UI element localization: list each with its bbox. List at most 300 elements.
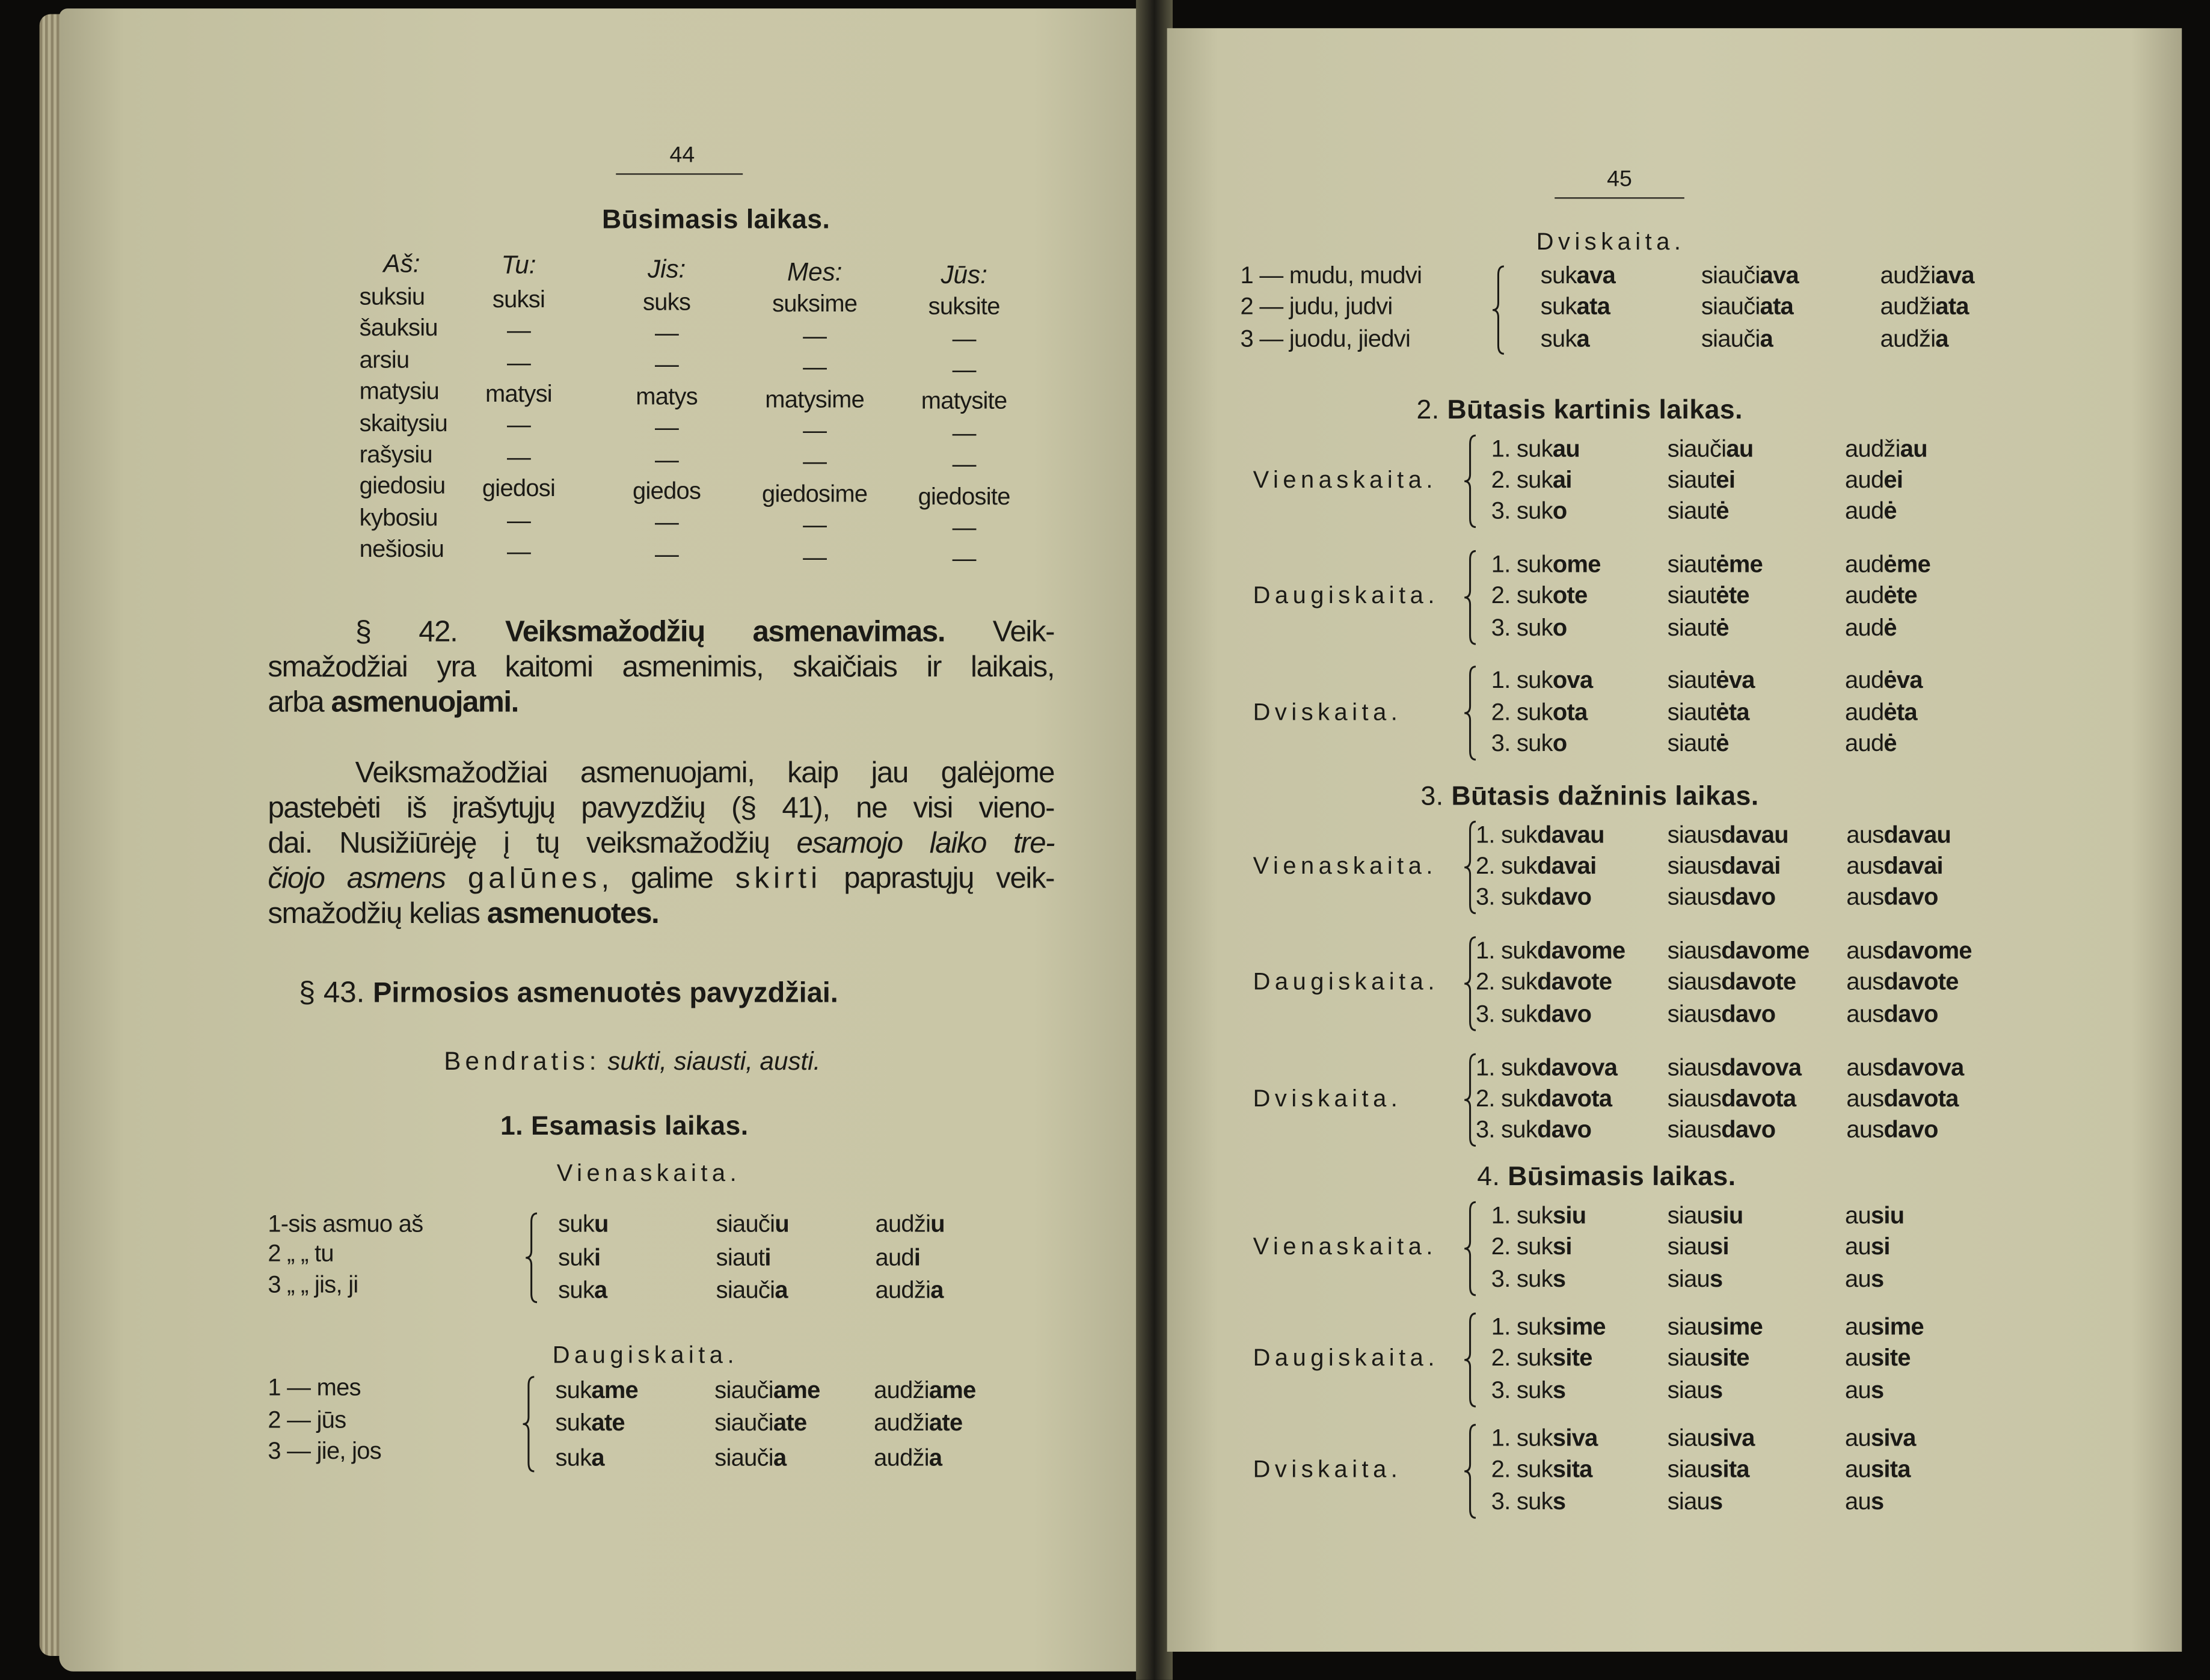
verb-form <box>1701 292 1793 323</box>
verb-form <box>1491 434 1580 465</box>
verb-ending: o <box>1552 614 1567 642</box>
table-cell: — <box>803 417 827 444</box>
verb-stem: aud <box>1845 614 1884 642</box>
person-label: 1 — mudu, mudvi <box>1240 262 1422 289</box>
verb-stem: siauči <box>1701 325 1760 352</box>
verb-ending: ėme <box>1716 551 1763 578</box>
verb-ending: s <box>1552 1376 1566 1404</box>
table-cell: — <box>952 545 976 573</box>
verb-ending: si <box>1552 1233 1572 1260</box>
row-number: 1. <box>1491 1313 1511 1340</box>
verb-stem: siauči <box>716 1277 775 1304</box>
verb-ending: s <box>1552 1265 1566 1293</box>
verb-ending: davote <box>1721 968 1796 995</box>
verb-form <box>1668 820 1788 851</box>
verb-form <box>1668 999 1776 1031</box>
text-segment: Veiksmažodžių asmenavimas. <box>505 616 945 649</box>
section-number: 4. <box>1477 1162 1500 1192</box>
verb-stem: siau <box>1667 1202 1710 1229</box>
row-number: 3. <box>1475 883 1495 911</box>
verb-form <box>1491 697 1588 729</box>
person-label: 3 — juodu, jiedvi <box>1240 325 1411 352</box>
verb-stem: suk <box>1501 821 1538 848</box>
tense-title <box>1417 396 1743 428</box>
verb-form <box>1491 581 1588 612</box>
table-cell-first-person: šauksiu <box>359 314 438 342</box>
verb-form <box>1846 936 1972 967</box>
verb-form <box>1845 1376 1883 1407</box>
verb-ending: au <box>1726 435 1754 462</box>
verb-ending: davai <box>1721 852 1781 880</box>
row-number: 3. <box>1491 614 1511 642</box>
verb-stem: siauči <box>1667 435 1727 462</box>
verb-stem: suk <box>1516 497 1553 524</box>
verb-stem: suk <box>1516 1344 1553 1372</box>
brace-icon <box>1463 1423 1480 1519</box>
table-cell: — <box>655 320 679 347</box>
verb-stem: siauči <box>714 1444 773 1471</box>
table-cell: matysi <box>485 380 552 408</box>
verb-stem: suk <box>555 1409 592 1436</box>
verb-ending: i <box>594 1244 601 1272</box>
verb-form <box>1476 820 1604 851</box>
verb-form <box>714 1376 820 1407</box>
text-segment: galūnes <box>467 862 601 895</box>
verb-ending: siu <box>1552 1202 1586 1229</box>
section-heading: Esamasis laikas. <box>530 1112 749 1142</box>
verb-ending: s <box>1710 1488 1723 1515</box>
person-label: 3 „ „ jis, ji <box>268 1271 358 1298</box>
verb-ending: a <box>591 1444 604 1471</box>
verb-form <box>1668 851 1781 883</box>
verb-ending: ame <box>929 1376 976 1404</box>
table-cell-first-person: matysiu <box>359 378 440 405</box>
verb-ending: ata <box>1935 293 1969 320</box>
section-heading: Pirmosios asmenuotės pavyzdžiai. <box>373 978 838 1010</box>
table-cell: — <box>506 412 531 439</box>
verb-ending: davo <box>1537 883 1592 911</box>
verb-stem: aud <box>1845 699 1884 726</box>
verb-stem: suk <box>558 1210 595 1237</box>
text-segment: paprastųjų veik- <box>821 862 1055 895</box>
verb-form <box>1668 1376 1723 1407</box>
verb-form <box>1491 1264 1566 1295</box>
verb-form <box>1846 999 1938 1031</box>
verb-stem: aud <box>1845 666 1884 694</box>
verb-ending: ova <box>1552 666 1593 694</box>
verb-form <box>1668 613 1729 645</box>
column-header: Aš: <box>383 249 420 278</box>
verb-form <box>874 1408 962 1439</box>
verb-stem: au <box>1845 1265 1871 1293</box>
table-cell: — <box>655 351 679 379</box>
verb-ending: davo <box>1721 1001 1776 1028</box>
verb-ending: siva <box>1710 1424 1755 1452</box>
verb-stem: aus <box>1846 852 1884 880</box>
verb-stem: audži <box>874 1376 929 1404</box>
verb-stem: suk <box>558 1277 595 1304</box>
verb-ending: i <box>764 1244 771 1272</box>
text-segment: asmenuotes. <box>487 898 659 930</box>
verb-stem: siau <box>1667 1344 1710 1372</box>
verb-form <box>1668 936 1809 967</box>
table-cell: — <box>506 317 531 345</box>
number-label: Dviskaita. <box>1253 1085 1402 1112</box>
verb-form <box>1846 851 1943 883</box>
table-cell: — <box>952 514 976 542</box>
verb-form <box>874 1443 942 1474</box>
page-number-rule <box>616 173 743 174</box>
verb-form <box>1668 967 1796 998</box>
section-heading: Būtasis kartinis laikas. <box>1447 396 1743 426</box>
table-cell-first-person: nešiosiu <box>359 536 444 563</box>
verb-ending: ei <box>1716 466 1736 494</box>
verb-form <box>1845 1455 1911 1486</box>
verb-stem: siaus <box>1667 883 1722 911</box>
verb-form <box>1491 1201 1586 1232</box>
table-cell: — <box>506 443 531 471</box>
verb-form <box>1880 292 1969 323</box>
verb-stem: audži <box>1880 293 1936 320</box>
number-label: Dviskaita. <box>1253 699 1402 726</box>
present-tense-title <box>500 1112 749 1143</box>
verb-ending: ė <box>1716 614 1729 642</box>
verb-ending: ei <box>1883 466 1903 494</box>
verb-ending: ėte <box>1716 581 1749 609</box>
verb-form <box>1668 1487 1723 1518</box>
verb-ending: davova <box>1537 1054 1618 1081</box>
verb-stem: aud <box>1845 730 1884 757</box>
verb-stem: aud <box>1845 581 1884 609</box>
verb-ending: ė <box>1883 614 1897 642</box>
verb-stem: siau <box>1667 1313 1710 1340</box>
tense-title <box>1477 1163 1736 1194</box>
verb-ending: davo <box>1721 1116 1776 1143</box>
text-segment: § 42. <box>355 616 505 649</box>
verb-stem: siauči <box>1701 293 1760 320</box>
verb-stem: siauči <box>1701 262 1760 289</box>
verb-ending: o <box>1552 730 1567 757</box>
row-number: 2. <box>1491 466 1511 494</box>
section-number: 2. <box>1416 396 1440 426</box>
verb-form <box>1845 1264 1883 1295</box>
verb-stem: audži <box>1880 262 1936 289</box>
verb-ending: siu <box>1870 1202 1905 1229</box>
row-number: 2. <box>1475 1085 1495 1112</box>
verb-form <box>555 1408 624 1439</box>
verb-stem: aud <box>1845 551 1884 578</box>
verb-form <box>1476 1084 1612 1115</box>
table-cell: — <box>506 349 531 376</box>
text-line <box>268 755 1054 791</box>
verb-ending: sime <box>1710 1313 1763 1340</box>
verb-ending: davo <box>1883 883 1938 911</box>
verb-form <box>1668 434 1754 465</box>
verb-form <box>1476 967 1612 998</box>
verb-ending: siu <box>1710 1202 1743 1229</box>
verb-stem: siaus <box>1667 852 1722 880</box>
verb-form <box>1845 665 1923 696</box>
verb-form <box>1541 324 1589 355</box>
text-line <box>268 897 1054 932</box>
text-segment: dai. Nusižiūrėję į tų veiksmažodžių <box>268 827 797 860</box>
verb-ending: ėva <box>1883 666 1923 694</box>
text-line <box>268 791 1054 826</box>
verb-stem: au <box>1845 1233 1871 1260</box>
verb-stem: siaut <box>1667 699 1716 726</box>
table-cell: — <box>655 446 679 473</box>
verb-form <box>1668 882 1776 913</box>
verb-stem: audži <box>1845 435 1900 462</box>
verb-form <box>1845 496 1897 527</box>
verb-ending: davote <box>1537 968 1612 995</box>
verb-ending: davota <box>1721 1085 1796 1112</box>
row-number: 1. <box>1491 1424 1511 1452</box>
verb-stem: siaus <box>1667 1116 1722 1143</box>
verb-ending: a <box>775 1277 788 1304</box>
verb-stem: suk <box>1516 551 1553 578</box>
verb-stem: aud <box>875 1244 914 1272</box>
verb-stem: siau <box>1667 1424 1710 1452</box>
section-heading: Būsimasis laikas. <box>1508 1162 1736 1192</box>
verb-stem: aus <box>1846 1001 1884 1028</box>
brace-icon <box>521 1376 538 1473</box>
verb-form <box>1668 550 1763 581</box>
number-label: Daugiskaita. <box>552 1341 739 1369</box>
person-label: 3 — jie, jos <box>268 1437 381 1465</box>
verb-stem: audži <box>874 1409 929 1436</box>
infinitive-label: Bendratis: <box>444 1047 601 1076</box>
verb-ending: ome <box>1552 551 1601 578</box>
row-number: 3. <box>1475 1001 1495 1028</box>
verb-form <box>1668 465 1736 496</box>
text-segment: esamojo laiko tre- <box>796 827 1055 860</box>
text-segment <box>446 862 468 895</box>
text-segment: Veik- <box>945 616 1055 649</box>
verb-ending: u <box>930 1210 945 1237</box>
verb-stem: suk <box>1516 699 1553 726</box>
verb-ending: ata <box>1576 293 1610 320</box>
verb-ending: ė <box>1883 730 1897 757</box>
verb-stem: siaus <box>1667 968 1722 995</box>
verb-form <box>1845 1231 1890 1263</box>
page-number: 44 <box>669 144 695 168</box>
verb-stem: siaut <box>1667 551 1716 578</box>
table-cell: — <box>506 506 531 534</box>
verb-form <box>1846 1115 1938 1146</box>
verb-ending: ate <box>591 1409 625 1436</box>
row-number: 3. <box>1475 1116 1495 1143</box>
verb-form <box>716 1275 788 1307</box>
verb-ending: u <box>775 1210 789 1237</box>
verb-ending: a <box>930 1277 944 1304</box>
text-segment: , galime <box>601 862 735 895</box>
row-number: 3. <box>1491 730 1511 757</box>
brace-icon <box>1491 265 1508 355</box>
row-number: 3. <box>1491 497 1511 524</box>
verb-stem: siaus <box>1667 821 1722 848</box>
verb-ending: ava <box>1760 262 1799 289</box>
verb-form <box>1668 1312 1763 1343</box>
verb-form <box>1845 1423 1916 1455</box>
verb-ending: s <box>1870 1265 1884 1293</box>
verb-form <box>1491 665 1593 696</box>
verb-stem: siauči <box>714 1409 773 1436</box>
verb-stem: suk <box>1540 325 1577 352</box>
verb-ending: davo <box>1883 1116 1938 1143</box>
table-cell: matysime <box>765 385 865 412</box>
verb-ending: a <box>1935 325 1948 352</box>
verb-stem: aus <box>1846 1085 1884 1112</box>
column-header: Tu: <box>501 251 536 280</box>
verb-stem: suk <box>1516 1265 1553 1293</box>
table-cell: suksite <box>928 293 1000 320</box>
verb-stem: siaut <box>1667 730 1716 757</box>
table-cell-first-person: giedosiu <box>359 473 446 500</box>
verb-form <box>558 1209 609 1240</box>
verb-form <box>1845 1343 1911 1375</box>
number-label: Vienaskaita. <box>1253 852 1438 880</box>
table-cell: — <box>952 325 976 352</box>
number-label: Vienaskaita. <box>556 1159 741 1187</box>
verb-form <box>1880 324 1948 355</box>
verb-form <box>1668 1115 1776 1146</box>
table-cell-first-person: kybosiu <box>359 504 438 532</box>
verb-stem: siaut <box>1667 466 1716 494</box>
verb-ending: a <box>594 1277 607 1304</box>
verb-stem: suk <box>1540 262 1577 289</box>
row-number: 2. <box>1475 968 1495 995</box>
row-number: 3. <box>1491 1488 1511 1515</box>
verb-stem: aus <box>1846 821 1884 848</box>
table-cell-first-person: arsiu <box>359 346 410 373</box>
verb-form <box>1845 697 1917 729</box>
verb-form <box>1668 665 1755 696</box>
verb-ending: davo <box>1883 1001 1938 1028</box>
verb-form <box>1491 1312 1606 1343</box>
verb-form <box>1541 292 1610 323</box>
verb-ending: sita <box>1552 1456 1592 1483</box>
table-cell-first-person: rašysiu <box>359 441 432 468</box>
verb-ending: davo <box>1721 883 1776 911</box>
verb-form <box>1491 1343 1592 1375</box>
verb-stem: siauči <box>714 1376 773 1404</box>
verb-stem: suk <box>1516 1313 1553 1340</box>
verb-form <box>714 1443 786 1474</box>
verb-ending: sita <box>1870 1456 1911 1483</box>
verb-stem: audži <box>874 1444 929 1471</box>
text-segment: pastebėti iš įrašytųjų pavyzdžių (§ 41), ne visi vieno- <box>268 792 1055 825</box>
verb-ending: ė <box>1716 497 1729 524</box>
verb-form <box>558 1275 607 1307</box>
verb-ending: sime <box>1552 1313 1606 1340</box>
verb-form <box>1668 1231 1729 1263</box>
verb-form <box>555 1376 638 1407</box>
infinitive-value: sukti, siausti, austi. <box>607 1047 821 1076</box>
row-number: 1. <box>1491 666 1511 694</box>
verb-stem: siau <box>1667 1265 1710 1293</box>
verb-ending: site <box>1552 1344 1592 1372</box>
table-cell: giedos <box>633 477 701 505</box>
verb-stem: siaut <box>1667 666 1716 694</box>
table-cell: — <box>655 414 679 442</box>
verb-form <box>1880 261 1974 292</box>
verb-form <box>716 1209 789 1240</box>
row-number: 2. <box>1491 581 1511 609</box>
verb-stem: siaut <box>1667 581 1716 609</box>
verb-stem: audži <box>1880 325 1936 352</box>
verb-form <box>1668 1264 1723 1295</box>
verb-form <box>1476 882 1591 913</box>
verb-ending: sita <box>1710 1456 1749 1483</box>
verb-ending: ė <box>1883 497 1897 524</box>
verb-ending: si <box>1710 1233 1729 1260</box>
verb-form <box>1668 1455 1749 1486</box>
number-label: Dviskaita. <box>1536 228 1686 256</box>
verb-stem: aud <box>1845 466 1884 494</box>
verb-ending: davova <box>1883 1054 1964 1081</box>
verb-ending: o <box>1552 497 1567 524</box>
verb-stem: suk <box>1516 666 1553 694</box>
number-label: Vienaskaita. <box>1253 466 1438 494</box>
verb-form <box>875 1275 943 1307</box>
table-cell: — <box>803 512 827 539</box>
verb-ending: ote <box>1552 581 1588 609</box>
verb-ending: davau <box>1883 821 1951 848</box>
verb-stem: siaus <box>1667 1054 1722 1081</box>
person-label: 2 — judu, judvi <box>1240 293 1393 320</box>
verb-ending: ėme <box>1883 551 1931 578</box>
table-cell-first-person: suksiu <box>359 283 425 310</box>
verb-form <box>1846 820 1951 851</box>
row-number: 2. <box>1475 852 1495 880</box>
verb-form <box>1845 1487 1883 1518</box>
verb-ending: a <box>1760 325 1773 352</box>
verb-form <box>1846 1053 1963 1084</box>
brace-icon <box>1463 665 1480 761</box>
verb-stem: suk <box>1516 730 1553 757</box>
verb-form <box>1491 1423 1598 1455</box>
row-number: 3. <box>1491 1265 1511 1293</box>
verb-ending: ėte <box>1883 581 1917 609</box>
verb-stem: siaut <box>716 1244 765 1272</box>
verb-ending: davai <box>1883 852 1943 880</box>
verb-stem: siaut <box>1667 497 1716 524</box>
verb-ending: ė <box>1716 730 1729 757</box>
verb-stem: suk <box>1501 1001 1538 1028</box>
verb-ending: davota <box>1537 1085 1612 1112</box>
verb-stem: au <box>1845 1313 1871 1340</box>
number-label: Vienaskaita. <box>1253 1233 1438 1260</box>
text-segment: arba <box>268 686 331 719</box>
table-cell: — <box>952 356 976 384</box>
verb-stem: siaus <box>1667 1001 1722 1028</box>
verb-form <box>1491 1376 1566 1407</box>
verb-ending: ai <box>1552 466 1572 494</box>
verb-ending: ėva <box>1716 666 1755 694</box>
verb-ending: ėta <box>1883 699 1917 726</box>
row-number: 2. <box>1491 1456 1511 1483</box>
verb-form <box>1668 1084 1796 1115</box>
brace-icon <box>1463 550 1480 645</box>
verb-stem: siaut <box>1667 614 1716 642</box>
verb-ending: davote <box>1883 968 1959 995</box>
verb-stem: au <box>1845 1424 1871 1452</box>
verb-form <box>1845 434 1927 465</box>
verb-form <box>1476 1053 1617 1084</box>
verb-stem: au <box>1845 1376 1871 1404</box>
column-header: Mes: <box>787 257 843 286</box>
